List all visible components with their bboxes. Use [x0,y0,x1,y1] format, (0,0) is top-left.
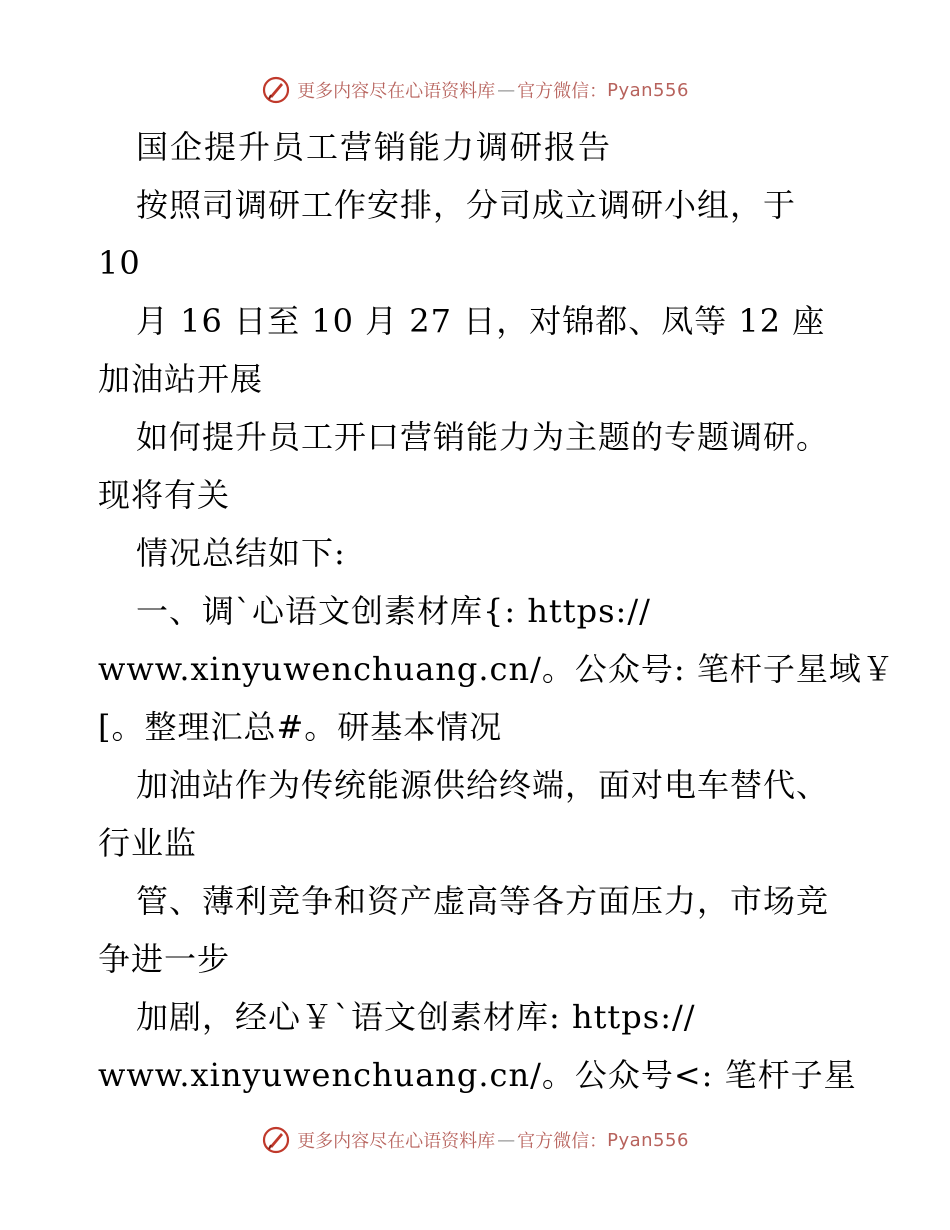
quill-logo-icon [261,1125,291,1155]
document-line: 如何提升员工开口营销能力为主题的专题调研。 [136,418,830,456]
document-line: www.xinyuwenchuang.cn/。公众号<: 笔杆子星 [98,1056,857,1094]
document-line: 争进一步 [98,940,231,978]
watermark-site-text: 更多内容尽在心语资料库 [297,81,496,102]
watermark-wechat-label: 官方微信： [517,81,608,102]
document-line: 按照司调研工作安排，分司成立调研小组，于 [136,186,797,224]
watermark-header [0,70,950,110]
watermark-separator: — [497,79,516,101]
document-line: 月 16 日至 10 月 27 日，对锦都、凤等 12 座 [136,302,826,340]
watermark-wechat-id: Pyan556 [607,1129,689,1151]
document-line: 行业监 [98,824,198,862]
document-body [98,118,895,1104]
watermark-wechat-id: Pyan556 [607,79,689,101]
document-line: 加剧，经心￥`语文创素材库: https:// [136,998,696,1036]
document-line: 10 [98,244,141,282]
document-line: 现将有关 [98,476,231,514]
document-line: 一、调`心语文创素材库{: https:// [136,592,651,630]
document-line: 加油站开展 [98,360,264,398]
watermark-separator: — [497,1129,516,1151]
document-line: 加油站作为传统能源供给终端，面对电车替代、 [136,766,830,804]
watermark-wechat-label: 官方微信： [517,1131,608,1152]
document-line: www.xinyuwenchuang.cn/。公众号: 笔杆子星域￥ [98,650,895,688]
document-title: 国企提升员工营销能力调研报告 [136,128,613,166]
quill-logo-icon [261,75,291,105]
document-line: [。整理汇总#。研基本情况 [98,708,503,746]
watermark-footer [0,1120,950,1160]
document-line: 管、薄利竞争和资产虚高等各方面压力，市场竞 [136,882,830,920]
watermark-site-text: 更多内容尽在心语资料库 [297,1131,496,1152]
document-line: 情况总结如下: [136,534,346,572]
